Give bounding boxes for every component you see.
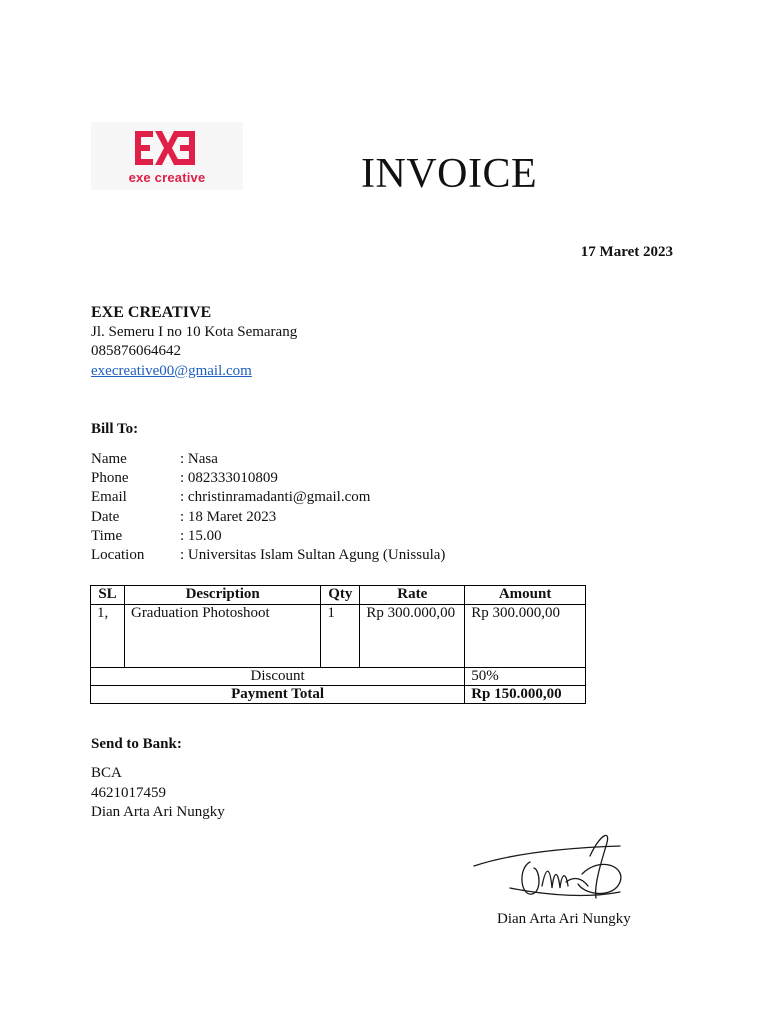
bill-label: Phone bbox=[91, 470, 129, 487]
bill-value: : Universitas Islam Sultan Agung (Unissula) bbox=[180, 547, 446, 564]
company-logo bbox=[91, 122, 243, 190]
bill-row-name bbox=[91, 450, 445, 469]
bill-value: : christinramadanti@gmail.com bbox=[180, 489, 371, 506]
invoice-date: 17 Maret 2023 bbox=[580, 244, 673, 260]
cell-description: Graduation Photoshoot bbox=[124, 605, 320, 668]
discount-label: Discount bbox=[91, 668, 465, 686]
company-name: EXE CREATIVE bbox=[91, 304, 212, 321]
cell-rate: Rp 300.000,00 bbox=[360, 605, 465, 668]
bill-value: : 15.00 bbox=[180, 527, 222, 544]
col-header-description: Description bbox=[124, 586, 320, 605]
cell-amount: Rp 300.000,00 bbox=[465, 605, 586, 668]
bill-label: Name bbox=[91, 451, 127, 467]
bank-holder: Dian Arta Ari Nungky bbox=[91, 804, 225, 820]
logo-brand-text: exe creative bbox=[128, 170, 206, 185]
bill-label: Date bbox=[91, 508, 120, 525]
company-email-link[interactable]: execreative00@gmail.com bbox=[91, 362, 252, 379]
bill-label: Location bbox=[91, 547, 145, 564]
col-header-amount: Amount bbox=[465, 586, 586, 605]
company-phone: 085876064642 bbox=[91, 343, 181, 359]
company-info bbox=[91, 303, 297, 381]
bill-row-location bbox=[91, 546, 445, 565]
bank-details bbox=[91, 764, 225, 823]
table-row bbox=[91, 605, 586, 668]
invoice-items-table bbox=[90, 585, 586, 704]
bank-account: 4621017459 bbox=[91, 784, 166, 801]
col-header-sl: SL bbox=[91, 586, 125, 605]
signature-icon bbox=[470, 826, 630, 916]
bill-value: : 18 Maret 2023 bbox=[180, 508, 277, 525]
col-header-rate: Rate bbox=[360, 586, 465, 605]
bill-to-heading: Bill To: bbox=[91, 421, 139, 437]
total-value: Rp 150.000,00 bbox=[465, 686, 586, 704]
bill-label: Time bbox=[91, 527, 123, 544]
total-label: Payment Total bbox=[91, 686, 465, 704]
bank-heading: Send to Bank: bbox=[91, 736, 182, 752]
total-row bbox=[91, 686, 586, 704]
bill-value: : Nasa bbox=[180, 451, 218, 467]
discount-row bbox=[91, 668, 586, 686]
cell-qty: 1 bbox=[321, 605, 360, 668]
bill-row-email bbox=[91, 488, 445, 507]
company-address: Jl. Semeru I no 10 Kota Semarang bbox=[91, 323, 298, 340]
bill-row-time bbox=[91, 527, 445, 546]
bank-name: BCA bbox=[91, 765, 122, 781]
cell-sl: 1, bbox=[91, 605, 125, 668]
invoice-title: INVOICE bbox=[361, 151, 538, 197]
bill-value: : 082333010809 bbox=[180, 470, 278, 487]
col-header-qty: Qty bbox=[321, 586, 360, 605]
signatory-name: Dian Arta Ari Nungky bbox=[497, 911, 631, 927]
table-header-row bbox=[91, 586, 586, 605]
bill-to-details bbox=[91, 450, 445, 565]
exe-logo-mark-icon bbox=[135, 131, 195, 165]
bill-row-date bbox=[91, 508, 445, 527]
discount-value: 50% bbox=[465, 668, 586, 686]
bill-row-phone bbox=[91, 469, 445, 488]
bill-label: Email bbox=[91, 489, 127, 506]
